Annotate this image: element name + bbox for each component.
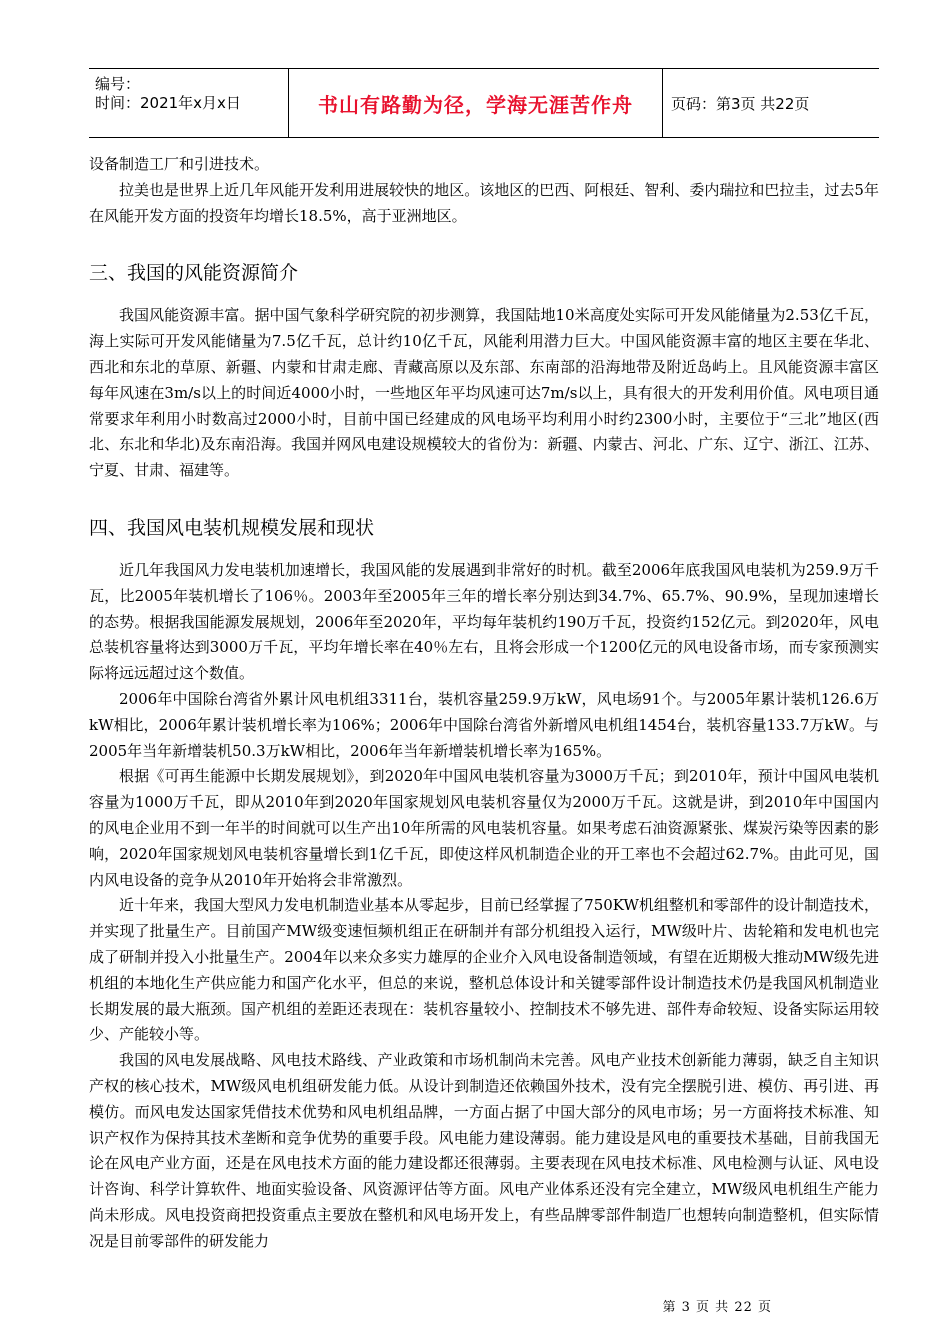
document-number-label: 编号： bbox=[95, 75, 141, 93]
paragraph-2006-statistics: 2006年中国除台湾省外累计风电机组3311台，装机容量259.9万kW，风电场91个。与2005年累计装机126.6万kW相比，2006年累计装机增长率为106%；2006年中国除台湾省外新增风电机组1454台，装机容量133.7万kW。与2005年当年新增装机50.3万kW相比，2006年当年新增装机增长率为165%。 bbox=[89, 689, 879, 760]
paragraph-wind-resources: 我国风能资源丰富。据中国气象科学研究院的初步测算，我国陆地10米高度处实际可开发风能储量为2.53亿千瓦，海上实际可开发风能储量为7.5亿千瓦，总计约10亿千瓦，风能利用潜力巨大。中国风能资源丰富的地区主要在华北、西北和东北的草原、新疆、内蒙和甘肃走廊、青藏高原以及东部、东南部的沿海地带及附近岛屿上。且风能资源丰富区每年风速在3m/s以上的时间近4000小时，一些地区年平均风速可达7m/s以上，具有很大的开发利用价值。风电项目通常要求年利用小时数高过2000小时，目前中国已经建成的风电场平均利用小时约2300小时，主要位于“三北”地区(西北、东北和华北)及东南沿海。我国并网风电建设规模较大的省份为：新疆、内蒙古、河北、广东、辽宁、浙江、江苏、宁夏、甘肃、福建等。 bbox=[89, 306, 879, 480]
paragraph-continuation: 设备制造工厂和引进技术。 bbox=[89, 155, 270, 173]
paragraph-manufacturing: 近十年来，我国大型风力发电机制造业基本从零起步，目前已经掌握了750KW机组整机和零部件的设计制造技术，并实现了批量生产。目前国产MW级变速恒频机组正在研制并有部分机组投入运行，MW级叶片、齿轮箱和发电机也完成了研制并投入小批量生产。2004年以来众多实力雄厚的企业介入风电设备制造领域，有望在近期极大推动MW级先进机组的本地化生产供应能力和国产化水平，但总的来说，整机总体设计和关键零部件设计制造技术仍是我国风机制造业长期发展的最大瓶颈。国产机组的差距还表现在：装机容量较小、控制技术不够先进、部件寿命较短、设备实际运用较少、产能较小等。 bbox=[89, 896, 879, 1044]
page-footer: 第 3 页 共 22 页 bbox=[662, 1300, 772, 1315]
section-heading-installed-capacity: 四、我国风电装机规模发展和现状 bbox=[89, 516, 375, 539]
header-page-info: 页码：第3页 共22页 bbox=[671, 94, 810, 113]
document-time-label: 时间：2021年x月x日 bbox=[95, 94, 241, 112]
paragraph-development-plan: 根据《可再生能源中长期发展规划》，到2020年中国风电装机容量为3000万千瓦；到2010年，预计中国风电装机容量为1000万千瓦，即从2010年到2020年国家规划风电装机容量仅为2000万千瓦。这就是讲，到2010年中国国内的风电企业用不到一年半的时间就可以生产出10年所需的风电装机容量。如果考虑石油资源紧张、煤炭污染等因素的影响，2020年国家规划风电装机容量增长到1亿千瓦，即使这样风机制造企业的开工率也不会超过62.7%。由此可见，国内风电设备的竞争从2010年开始将会非常激烈。 bbox=[89, 767, 879, 889]
paragraph-strategy-issues: 我国的风电发展战略、风电技术路线、产业政策和市场机制尚未完善。风电产业技术创新能力薄弱，缺乏自主知识产权的核心技术，MW级风电机组研发能力低。从设计到制造还依赖国外技术，没有完全摆脱引进、模仿、再引进、再模仿。而风电发达国家凭借技术优势和风电机组品牌，一方面占据了中国大部分的风电市场；另一方面将技术标准、知识产权作为保持其技术垄断和竞争优势的重要手段。风电能力建设薄弱。能力建设是风电的重要技术基础，目前我国无论在风电产业方面，还是在风电技术方面的能力建设都还很薄弱。主要表现在风电技术标准、风电检测与认证、风电设计咨询、科学计算软件、地面实验设备、风资源评估等方面。风电产业体系还没有完全建立，MW级风电机组生产能力尚未形成。风电投资商把投资重点主要放在整机和风电场开发上，有些品牌零部件制造厂也想转向制造整机，但实际情况是目前零部件的研发能力 bbox=[89, 1051, 879, 1250]
paragraph-latin-america: 拉美也是世界上近几年风能开发利用进展较快的地区。该地区的巴西、阿根廷、智利、委内瑞拉和巴拉圭，过去5年在风能开发方面的投资年均增长18.5%，高于亚洲地区。 bbox=[89, 180, 879, 225]
header-motto: 书山有路勤为径，学海无涯苦作舟 bbox=[289, 69, 663, 137]
document-body bbox=[89, 152, 879, 1254]
header-meta bbox=[89, 69, 289, 137]
page-header bbox=[89, 68, 879, 138]
section-heading-wind-resources: 三、我国的风能资源简介 bbox=[89, 262, 299, 285]
paragraph-capacity-growth: 近几年我国风力发电装机加速增长，我国风能的发展遇到非常好的时机。截至2006年底我国风电装机为259.9万千瓦，比2005年装机增长了106％。2003年至2005年三年的增长率分别达到34.7%、65.7%、90.9%，呈现加速增长的态势。根据我国能源发展规划，2006年至2020年，平均每年装机约190万千瓦，投资约152亿元。到2020年，风电总装机容量将达到3000万千瓦，平均年增长率在40％左右，且将会形成一个1200亿元的风电设备市场，而专家预测实际将远远超过这个数值。 bbox=[89, 560, 879, 683]
